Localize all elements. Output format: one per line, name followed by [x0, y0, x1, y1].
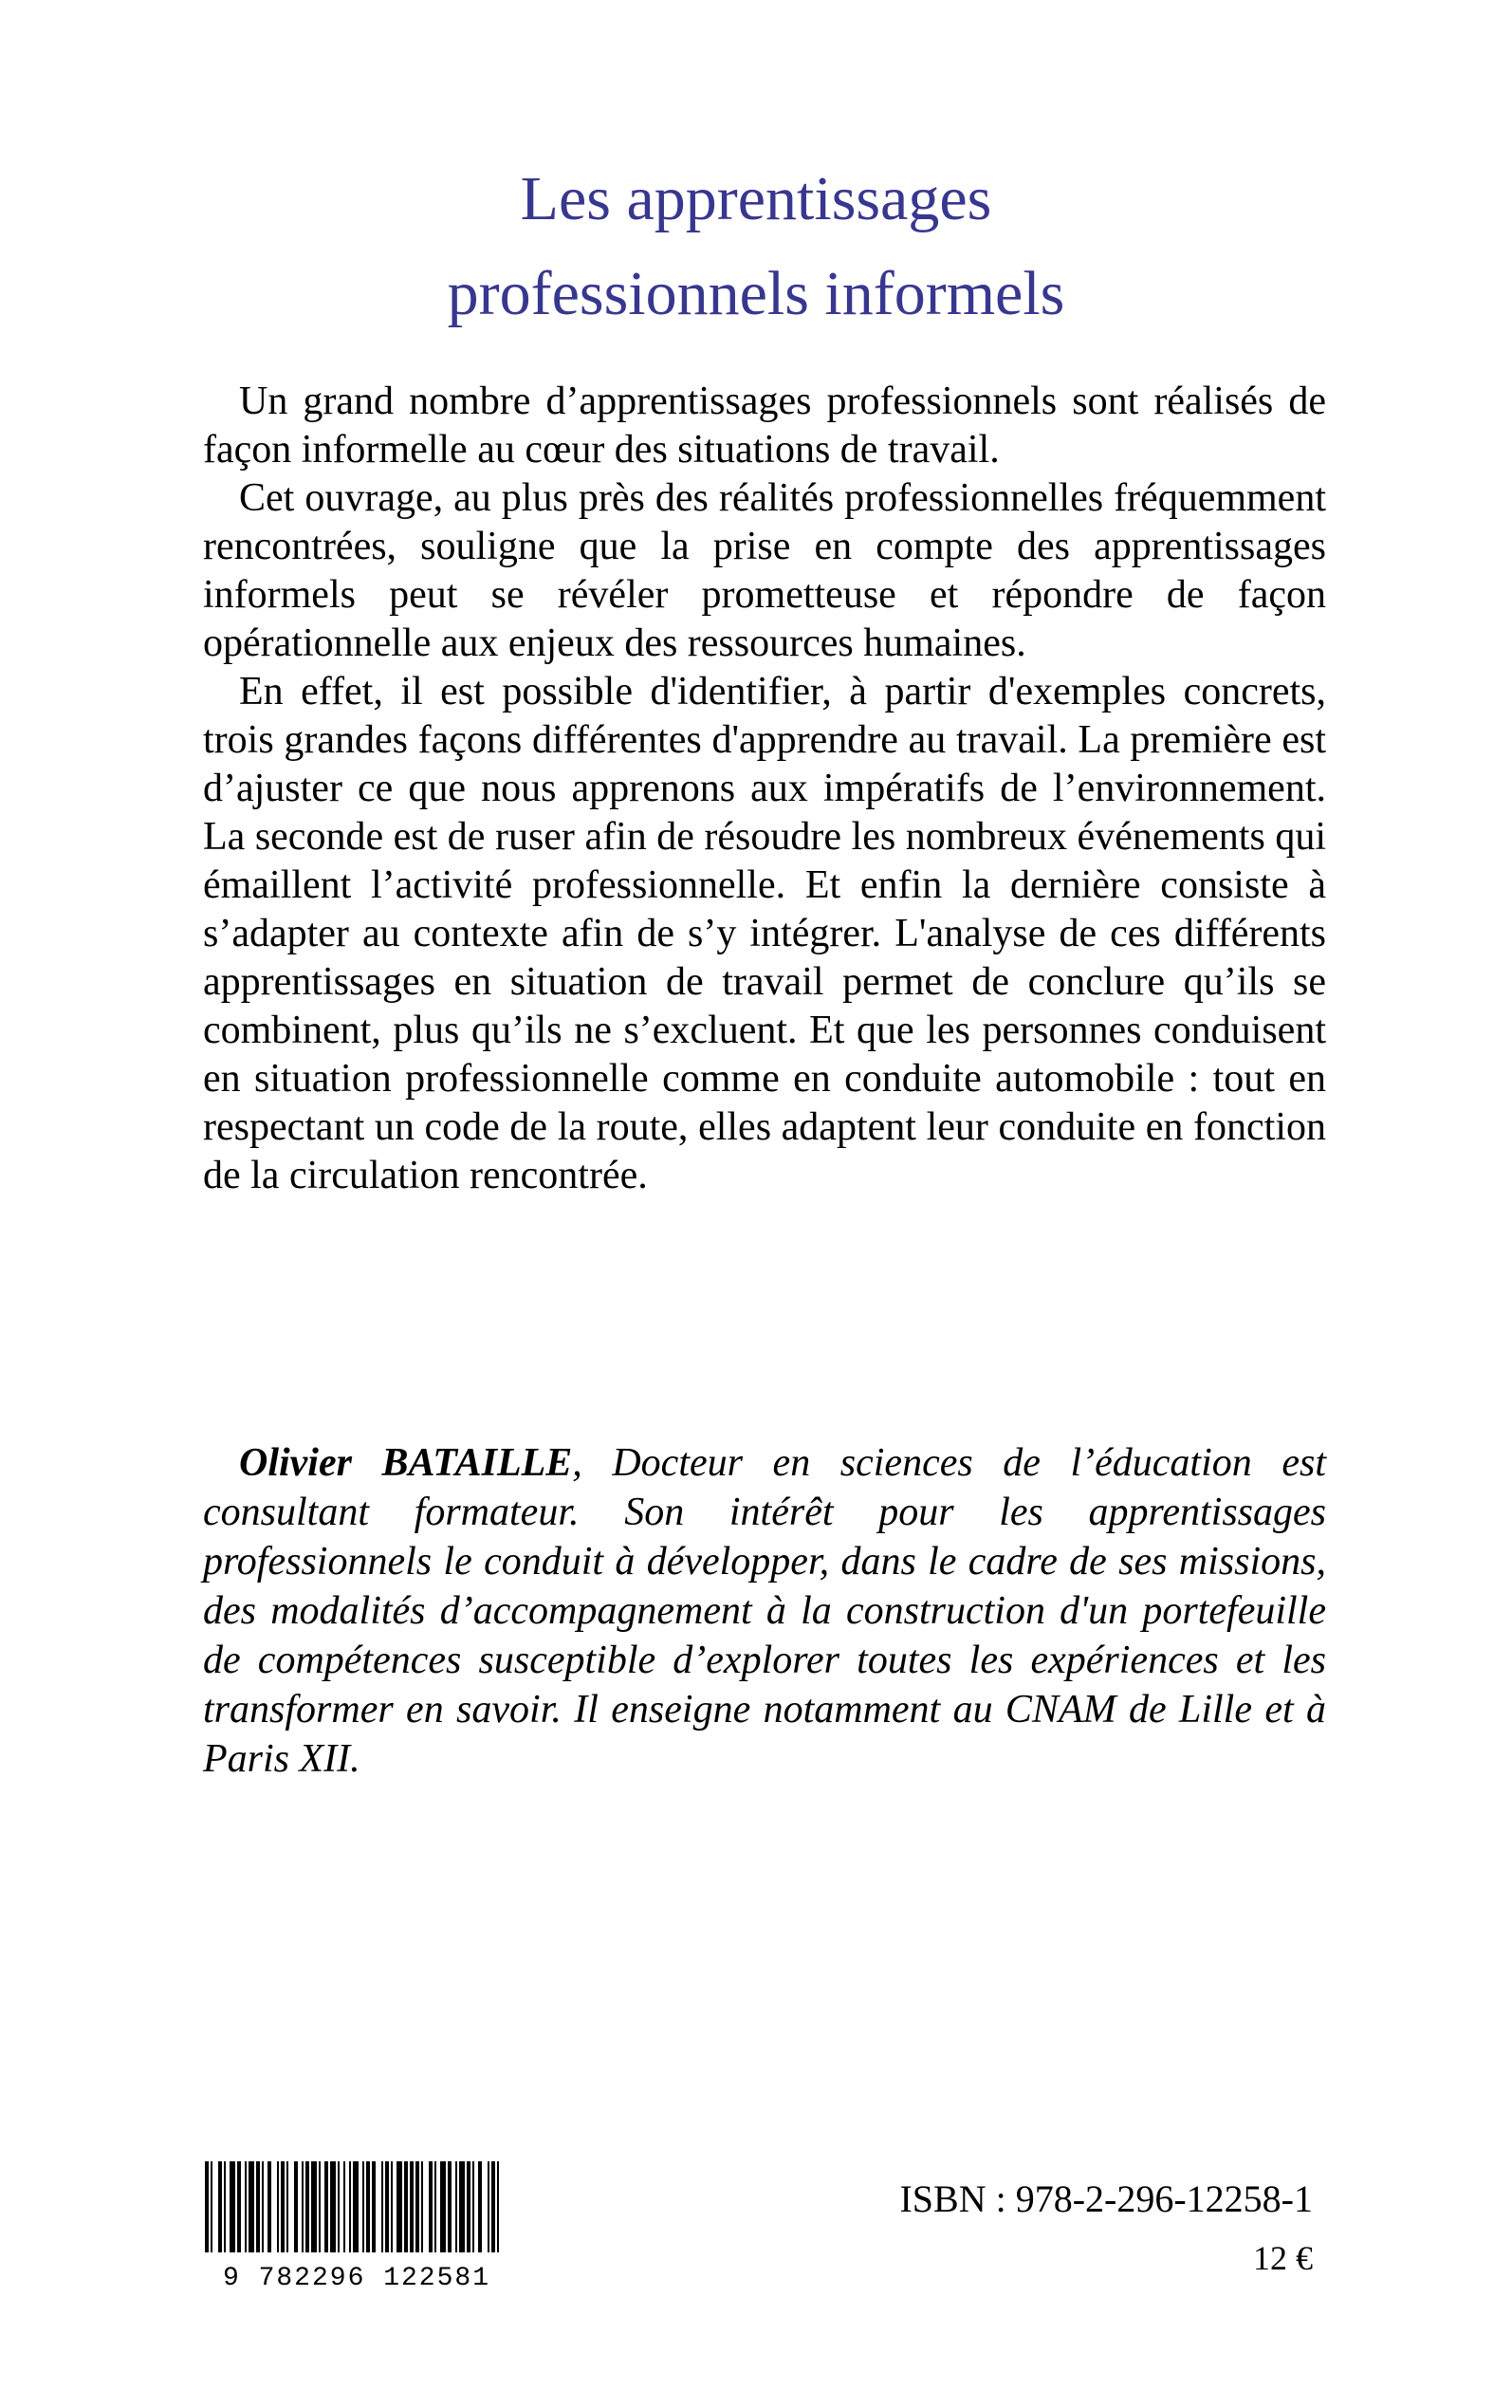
price: 12 € — [1253, 2239, 1313, 2277]
author-bio-text: , Docteur en sciences de l’éducation est consultant formateur. Son intérêt pour les apprentissages professionnels le conduit à développer, dans le cadre de ses missions, des modalités d’accompagnement à la construction d'un portefeuille de compétences susceptible d’explorer toutes les expériences et les transformer en savoir. Il enseigne notamment au CNAM de Lille et à Paris XII. — [203, 1441, 1326, 1781]
barcode-digits: 9 782296 122581 — [222, 2264, 491, 2288]
isbn-number: ISBN : 978-2-296-12258-1 — [899, 2177, 1313, 2220]
author-bio — [203, 1438, 1326, 1784]
barcode — [201, 2161, 512, 2288]
summary-paragraph-3: En effet, il est possible d'identifier, à partir d'exemples concrets, trois grandes façons différentes d'apprendre au travail. La première est d’ajuster ce que nous apprenons aux impératifs de l’environnement. La seconde est de ruser afin de résoudre les nombreux événements qui émaillent l’activité professionnelle. Et enfin la dernière consiste à s’adapter au contexte afin de s’y intégrer. L'analyse de ces différents apprentissages en situation de travail permet de conclure qu’ils se combinent, plus qu’ils ne s’excluent. Et que les personnes conduisent en situation professionnelle comme en conduite automobile : tout en respectant un code de la route, elles adaptent leur conduite en fonction de la circulation rencontrée. — [203, 670, 1326, 1197]
summary-paragraph-2: Cet ouvrage, au plus près des réalités professionnelles fréquemment rencontrées, souligne que la prise en compte des apprentissages informels peut se révéler prometteuse et répondre de façon opérationnelle aux enjeux des ressources humaines. — [203, 476, 1326, 665]
book-title-line-1: Les apprentissages — [520, 164, 992, 233]
barcode-bars — [205, 2161, 499, 2252]
book-title-line-2: professionnels informels — [447, 259, 1065, 328]
summary-paragraph-1: Un grand nombre d’apprentissages professionnels sont réalisés de façon informelle au cœur des situations de travail. — [203, 380, 1326, 472]
author-name: Olivier BATAILLE — [239, 1441, 573, 1485]
book-title — [0, 152, 1512, 342]
book-summary — [203, 378, 1326, 1200]
